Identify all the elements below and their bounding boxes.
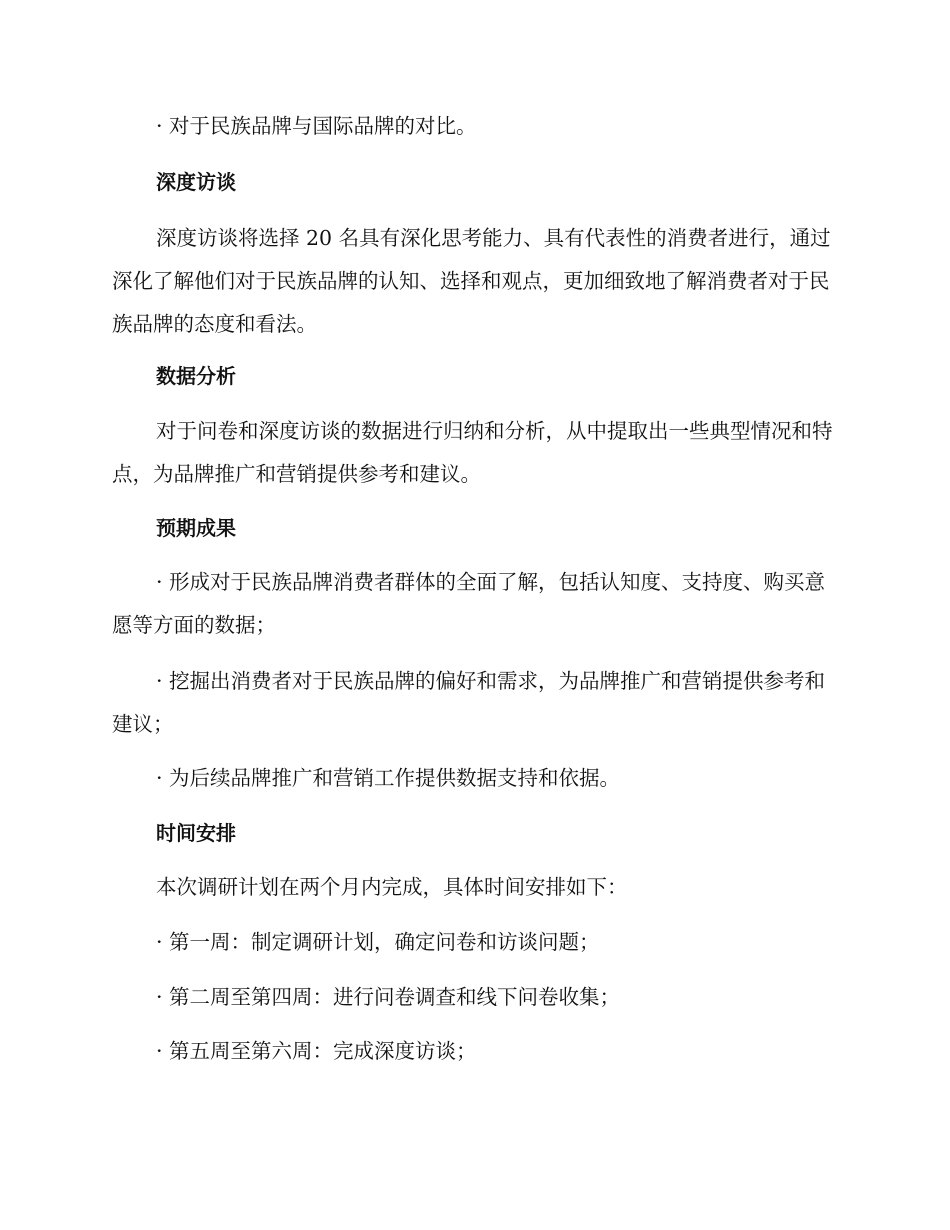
paragraph-data-analysis: 对于问卷和深度访谈的数据进行归纳和分析，从中提取出一些典型情况和特点，为品牌推广和营销提供参考和建议。 bbox=[112, 419, 833, 486]
heading-schedule: 时间安排 bbox=[156, 821, 236, 845]
paragraph-schedule-intro: 本次调研计划在两个月内完成，具体时间安排如下： bbox=[156, 875, 628, 899]
heading-in-depth-interview: 深度访谈 bbox=[156, 170, 236, 194]
list-item-schedule-2: · 第二周至第四周：进行问卷调查和线下问卷收集； bbox=[156, 985, 621, 1009]
paragraph-in-depth-interview: 深度访谈将选择 20 名具有深化思考能力、具有代表性的消费者进行，通过深化了解他们对于民族品牌的认知、选择和观点，更加细致地了解消费者对于民族品牌的态度和看法。 bbox=[112, 226, 831, 336]
list-item-schedule-3: · 第五周至第六周：完成深度访谈； bbox=[156, 1039, 477, 1063]
heading-data-analysis: 数据分析 bbox=[156, 364, 236, 388]
list-item-results-3: · 为后续品牌推广和营销工作提供数据支持和依据。 bbox=[156, 766, 621, 790]
list-item-results-1: · 形成对于民族品牌消费者群体的全面了解，包括认知度、支持度、购买意愿等方面的数据； bbox=[112, 570, 826, 637]
list-item-results-2: · 挖掘出消费者对于民族品牌的偏好和需求，为品牌推广和营销提供参考和建议； bbox=[112, 669, 826, 736]
bullet-brand-comparison: · 对于民族品牌与国际品牌的对比。 bbox=[156, 114, 477, 138]
list-item-schedule-1: · 第一周：制定调研计划，确定问卷和访谈问题； bbox=[156, 930, 600, 954]
heading-expected-results: 预期成果 bbox=[156, 516, 236, 540]
